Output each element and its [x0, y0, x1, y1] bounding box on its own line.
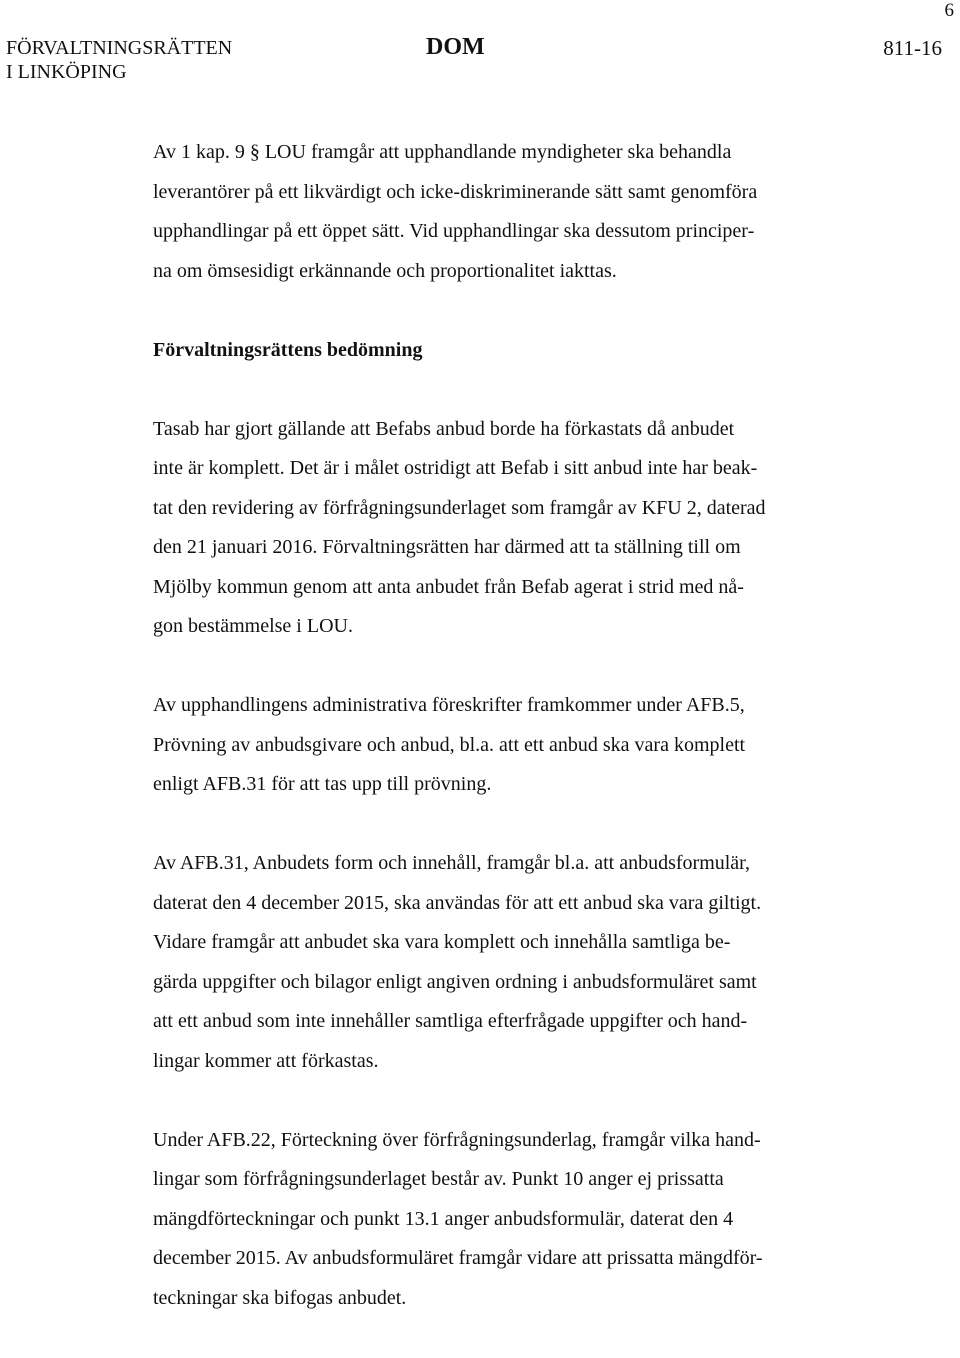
text-line: inte är komplett. Det är i målet ostridigt att Befab i sitt anbud inte har beak-: [153, 457, 758, 479]
document-body: [153, 133, 858, 1358]
text-line: teckningar ska bifogas anbudet.: [153, 1286, 407, 1309]
text-line: lingar kommer att förkastas.: [153, 1049, 379, 1072]
text-line: Av 1 kap. 9 § LOU framgår att upphandlande myndigheter ska behandla: [153, 141, 732, 163]
text-line: gon bestämmelse i LOU.: [153, 615, 353, 637]
paragraph: [153, 686, 858, 805]
text-line: Mjölby kommun genom att anta anbudet från Befab agerat i strid med nå-: [153, 575, 744, 598]
paragraph: [153, 1121, 858, 1319]
text-line: enligt AFB.31 för att tas upp till prövning.: [153, 773, 492, 795]
court-name: [6, 36, 232, 84]
text-line: tat den revidering av förfrågningsunderlaget som framgår av KFU 2, daterad: [153, 496, 766, 519]
text-line: att ett anbud som inte innehåller samtliga efterfrågade uppgifter och hand-: [153, 1010, 748, 1032]
section-heading: Förvaltningsrättens bedömning: [153, 338, 423, 361]
text-line: Av upphandlingens administrativa föreskrifter framkommer under AFB.5,: [153, 694, 745, 716]
text-line: lingar som förfrågningsunderlaget består av. Punkt 10 anger ej prissatta: [153, 1168, 724, 1190]
text-line: Under AFB.22, Förteckning över förfrågningsunderlag, framgår vilka hand-: [153, 1128, 761, 1151]
paragraph: [153, 410, 858, 647]
text-line: Av AFB.31, Anbudets form och innehåll, framgår bl.a. att anbudsformulär,: [153, 852, 751, 874]
text-line: leverantörer på ett likvärdigt och icke-diskriminerande sätt samt genomföra: [153, 180, 758, 203]
text-line: daterat den 4 december 2015, ska användas för att ett anbud ska vara giltigt.: [153, 891, 762, 914]
paragraph: [153, 844, 858, 1081]
document-type: DOM: [426, 34, 485, 60]
text-line: gärda uppgifter och bilagor enligt angiven ordning i anbudsformuläret samt: [153, 970, 757, 993]
text-line: mängdförteckningar och punkt 13.1 anger anbudsformulär, daterat den 4: [153, 1207, 734, 1230]
text-line: december 2015. Av anbudsformuläret framgår vidare att prissatta mängdför-: [153, 1247, 763, 1269]
text-line: den 21 januari 2016. Förvaltningsrätten har därmed att ta ställning till om: [153, 536, 741, 558]
court-name-line-2: I LINKÖPING: [6, 61, 127, 83]
case-number: 811-16: [883, 36, 942, 60]
paragraph: [153, 133, 858, 291]
court-name-line-1: FÖRVALTNINGSRÄTTEN: [6, 37, 233, 59]
text-line: Tasab har gjort gällande att Befabs anbud borde ha förkastats då anbudet: [153, 417, 735, 440]
text-line: upphandlingar på ett öppet sätt. Vid upphandlingar ska dessutom principer-: [153, 220, 755, 242]
text-line: Vidare framgår att anbudet ska vara komplett och innehålla samtliga be-: [153, 931, 731, 953]
text-line: Prövning av anbudsgivare och anbud, bl.a. att ett anbud ska vara komplett: [153, 733, 746, 756]
text-line: na om ömsesidigt erkännande och proportionalitet iakttas.: [153, 259, 617, 282]
page-number: 6: [944, 0, 954, 21]
